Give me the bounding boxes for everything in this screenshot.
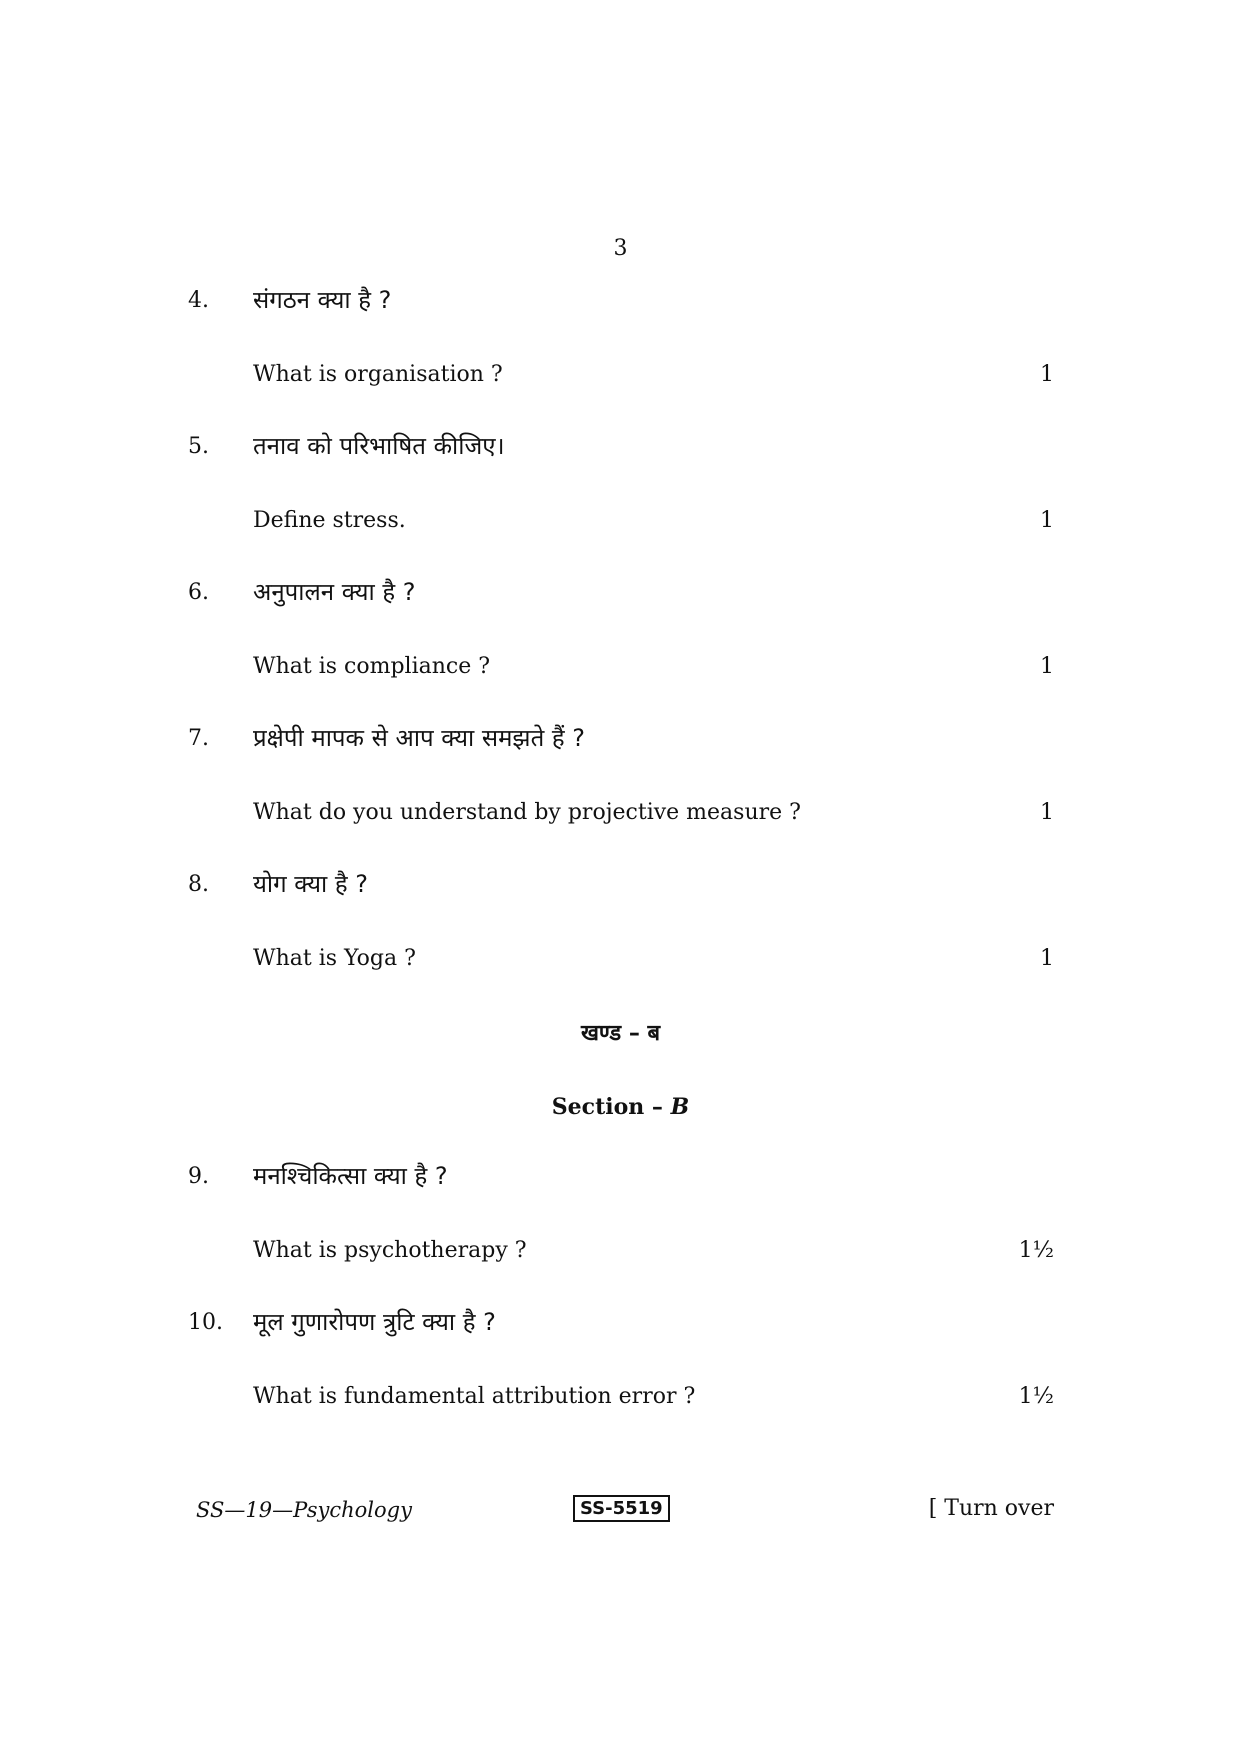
- question-number: 10.: [188, 1310, 223, 1335]
- page-number: 3: [613, 236, 628, 261]
- section-heading-letter: B: [670, 1094, 690, 1120]
- section-heading-hindi: खण्ड – ब: [580, 1021, 661, 1046]
- question-text-hindi: अनुपालन क्या है ?: [253, 578, 416, 606]
- question-marks: 1: [1040, 508, 1054, 533]
- question-number: 9.: [188, 1164, 209, 1189]
- question-marks: 1: [1040, 654, 1054, 679]
- question-marks: 1½: [1018, 1238, 1054, 1263]
- question-text-english: What is Yoga ?: [253, 946, 416, 971]
- question-text-hindi: तनाव को परिभाषित कीजिए।: [253, 432, 505, 460]
- question-text-english: What is organisation ?: [253, 362, 503, 387]
- question-marks: 1½: [1018, 1384, 1054, 1409]
- section-heading-english: [0, 1094, 1241, 1120]
- question-marks: 1: [1040, 362, 1054, 387]
- section-heading-prefix: Section –: [551, 1094, 671, 1120]
- footer-subject: SS—19—Psychology: [196, 1498, 412, 1522]
- question-text-hindi: मनश्चिकित्सा क्या है ?: [253, 1162, 448, 1190]
- question-number: 8.: [188, 872, 209, 897]
- question-number: 7.: [188, 726, 209, 751]
- footer-paper-code: SS-5519: [573, 1495, 670, 1522]
- question-text-hindi: योग क्या है ?: [253, 870, 368, 898]
- question-number: 4.: [188, 288, 209, 313]
- question-number: 5.: [188, 434, 209, 459]
- question-marks: 1: [1040, 946, 1054, 971]
- question-text-english: What is fundamental attribution error ?: [253, 1384, 696, 1409]
- question-text-english: What is compliance ?: [253, 654, 491, 679]
- question-text-english: What do you understand by projective measure ?: [253, 800, 801, 825]
- question-text-hindi: प्रक्षेपी मापक से आप क्या समझते हैं ?: [253, 724, 585, 752]
- question-marks: 1: [1040, 800, 1054, 825]
- question-text-english: Define stress.: [253, 508, 406, 533]
- question-text-hindi: मूल गुणारोपण त्रुटि क्या है ?: [253, 1308, 496, 1336]
- question-text-hindi: संगठन क्या है ?: [253, 286, 392, 314]
- question-text-english: What is psychotherapy ?: [253, 1238, 527, 1263]
- question-number: 6.: [188, 580, 209, 605]
- footer-turn-over: [ Turn over: [928, 1496, 1054, 1521]
